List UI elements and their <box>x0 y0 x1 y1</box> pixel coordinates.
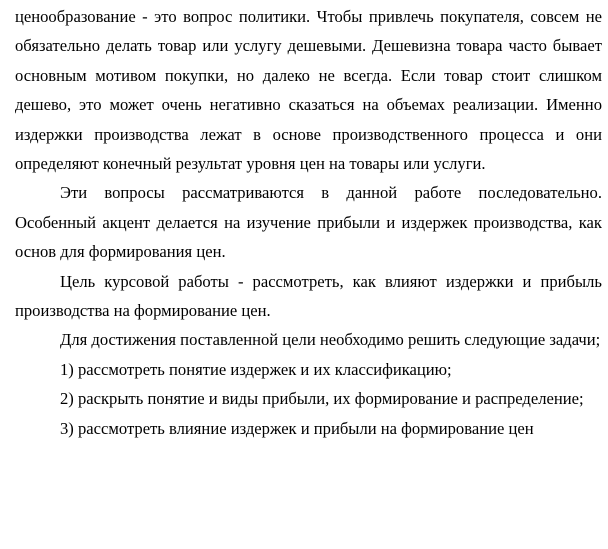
paragraph-goal: Цель курсовой работы - рассмотреть, как влияют издержки и прибыль производства на формирование цен. <box>15 271 602 321</box>
task-item-3: 3) рассмотреть влияние издержек и прибыли на формирование цен <box>60 418 534 438</box>
paragraph-tasks-intro: Для достижения поставленной цели необходимо решить следующие задачи; <box>60 330 601 350</box>
paragraph-pricing-policy: ценообразование - это вопрос политики. Чтобы привлечь покупателя, совсем не обязательно делать товар или услугу дешевыми. Дешевизна товара часто бывает основным мотивом покупки, но далеко не всегда. Если товар стоит слишком дешево, это может очень негативно сказаться на объемах реализации. Именно издержки производства лежат в основе производственного процесса и они определяют конечный результат уровня цен на товары или услуги. <box>15 7 602 174</box>
task-item-2: 2) раскрыть понятие и виды прибыли, их формирование и распределение; <box>60 389 584 409</box>
paragraph-work-focus: Эти вопросы рассматриваются в данной работе последовательно. Особенный акцент делается на изучение прибыли и издержек производства, как основ для формирования цен. <box>15 183 602 262</box>
task-item-1: 1) рассмотреть понятие издержек и их классификацию; <box>60 359 452 379</box>
